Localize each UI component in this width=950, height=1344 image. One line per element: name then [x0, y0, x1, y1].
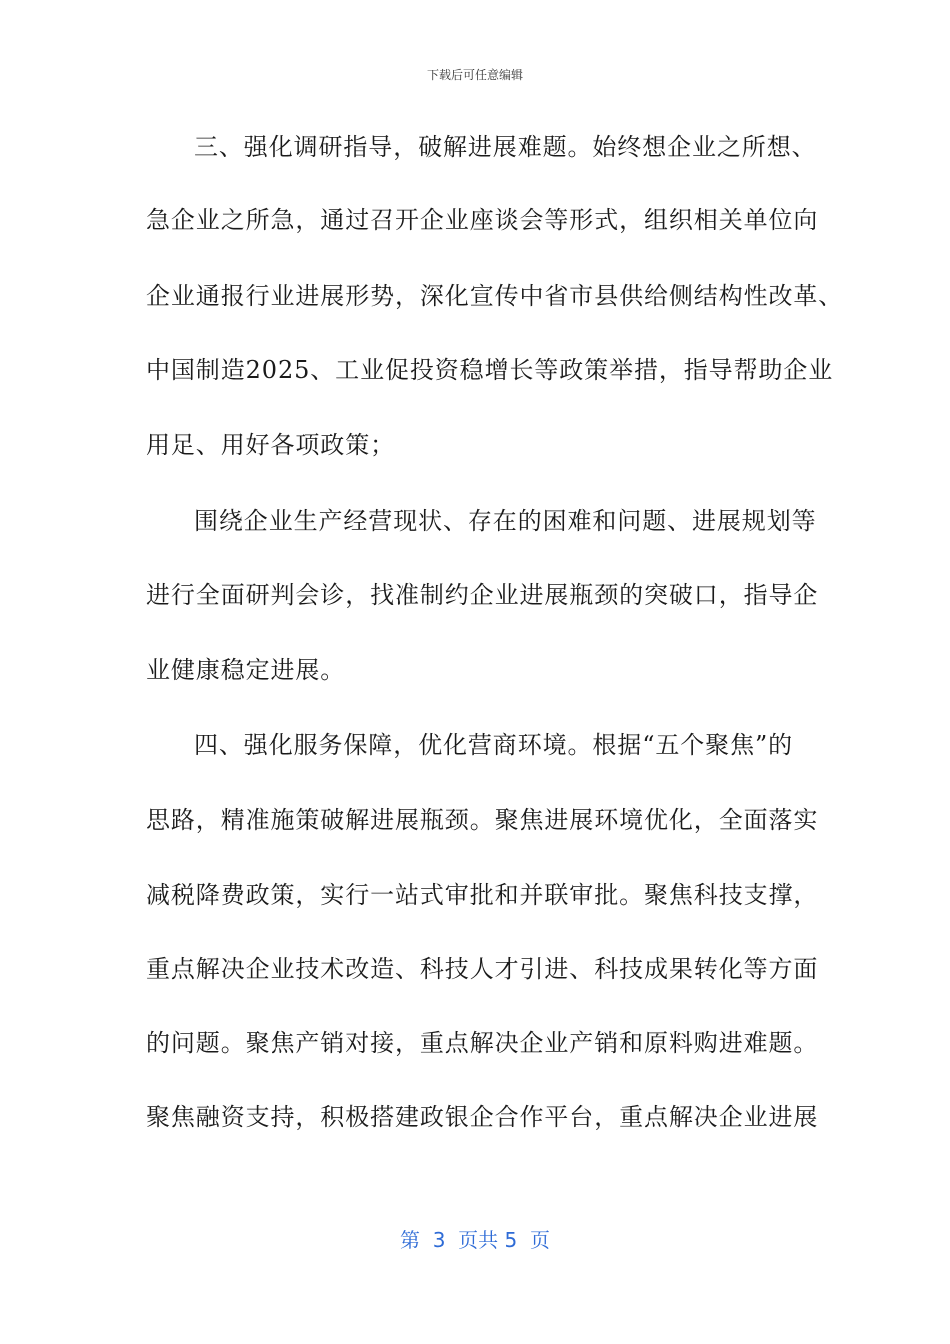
paragraph-line: 四、强化服务保障，优化营商环境。根据“五个聚焦”的 [194, 731, 794, 759]
paragraph-line: 进行全面研判会诊，找准制约企业进展瓶颈的突破口，指导企 [146, 581, 819, 609]
paragraph-line: 重点解决企业技术改造、科技人才引进、科技成果转化等方面 [146, 955, 819, 983]
paragraph-line: 业健康稳定进展。 [146, 656, 346, 684]
paragraph-line: 用足、用好各项政策； [146, 431, 395, 459]
paragraph-line: 围绕企业生产经营现状、存在的困难和问题、进展规划等 [194, 507, 817, 535]
page-header: 下载后可任意编辑 [426, 68, 523, 82]
paragraph-line: 聚焦融资支持，积极搭建政银企合作平台，重点解决企业进展 [146, 1103, 819, 1131]
paragraph-line: 三、强化调研指导，破解进展难题。始终想企业之所想、 [194, 133, 817, 161]
page-number-footer: 第 3 页共 5 页 [400, 1228, 550, 1252]
paragraph-line: 的问题。聚焦产销对接，重点解决企业产销和原料购进难题。 [146, 1029, 819, 1057]
paragraph-line: 减税降费政策，实行一站式审批和并联审批。聚焦科技支撑， [146, 881, 819, 909]
paragraph-line: 中国制造2025、工业促投资稳增长等政策举措，指导帮助企业 [146, 356, 834, 384]
paragraph-line: 企业通报行业进展形势，深化宣传中省市县供给侧结构性改革、 [146, 282, 844, 310]
paragraph-line: 思路，精准施策破解进展瓶颈。聚焦进展环境优化，全面落实 [146, 806, 819, 834]
paragraph-line: 急企业之所急，通过召开企业座谈会等形式，组织相关单位向 [146, 206, 819, 234]
